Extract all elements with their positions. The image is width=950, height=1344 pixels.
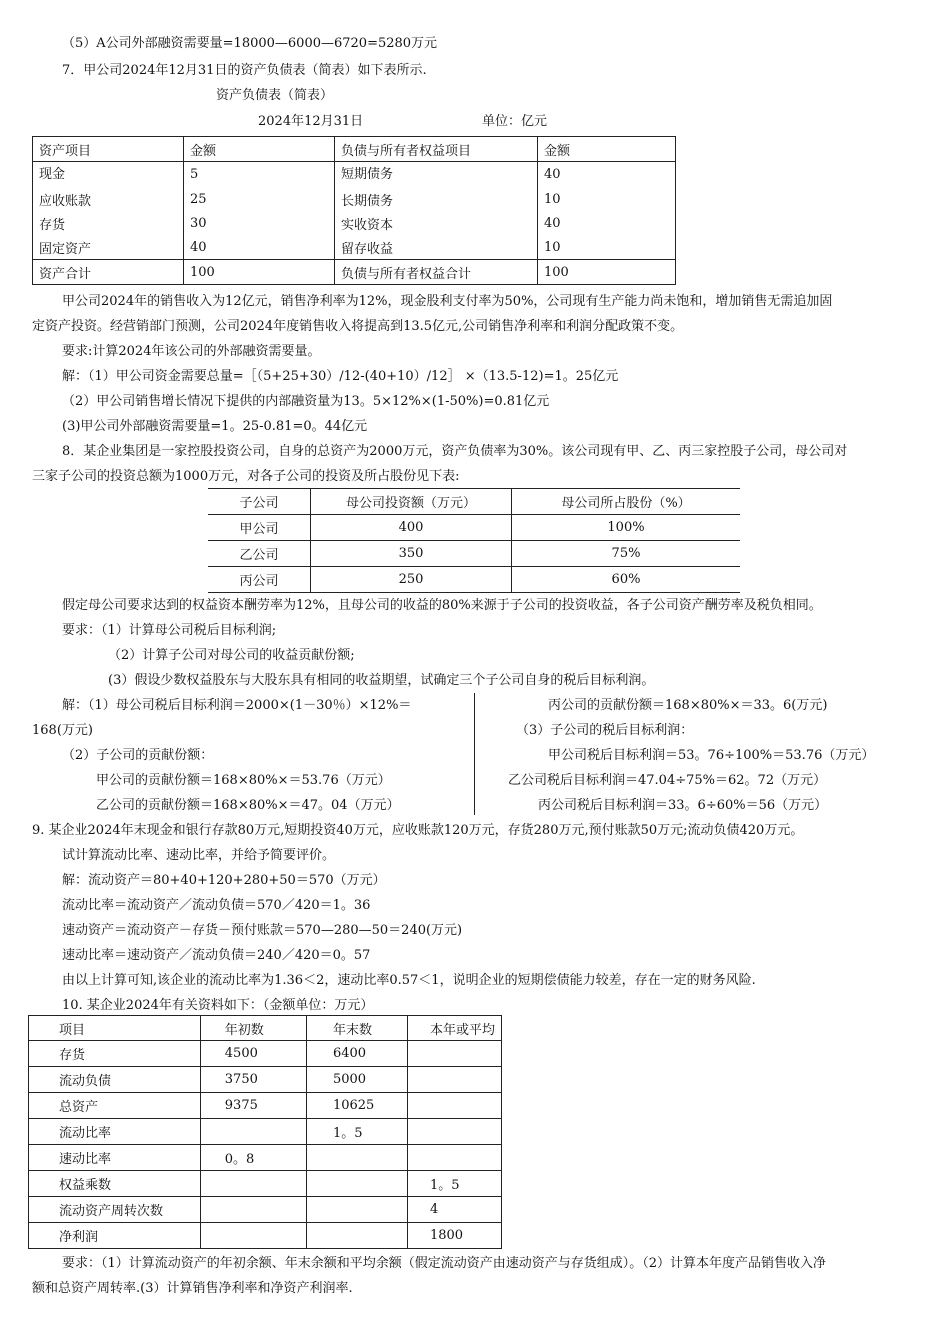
- q8-solution-left-2: 168(万元): [32, 723, 93, 738]
- table-row: [33, 162, 676, 188]
- q9-line-4: 流动比率＝流动资产／流动负债＝570／420＝1。36: [62, 898, 371, 913]
- cell: 甲公司: [208, 515, 311, 541]
- cell: 短期债务: [335, 162, 538, 188]
- cell: 100: [184, 260, 335, 285]
- header-cell: 年初数: [200, 1016, 306, 1041]
- cell: 3750: [200, 1067, 306, 1093]
- q8-requirement-2: （2）计算子公司对母公司的收益贡献份额;: [108, 648, 355, 663]
- cell: [306, 1197, 407, 1223]
- q8-solution-right-4: 乙公司税后目标利润＝47.04÷75%＝62。72（万元）: [508, 773, 827, 788]
- table-total-row: [33, 260, 676, 285]
- q8-solution-right-5: 丙公司税后目标利润＝33。6÷60%＝56（万元）: [538, 798, 828, 813]
- q7-requirement: 要求:计算2024年该公司的外部融资需要量。: [62, 344, 321, 359]
- question-7-title: 7．甲公司2024年12月31日的资产负债表（简表）如下表所示.: [62, 63, 427, 78]
- cell: 1。5: [306, 1119, 407, 1145]
- cell: 250: [311, 567, 512, 593]
- balance-sheet-unit: 单位：亿元: [482, 114, 548, 129]
- cell: 丙公司: [208, 567, 311, 593]
- question-10-title: 10. 某企业2024年有关资料如下：（金额单位：万元）: [62, 998, 374, 1013]
- cell: 6400: [306, 1041, 407, 1067]
- q8-solution-right-1: 丙公司的贡献份额＝168×80%×＝33。6(万元): [548, 698, 828, 713]
- cell: 现金: [33, 162, 184, 188]
- q7-paragraph-line-1: 甲公司2024年的销售收入为12亿元，销售净利率为12%，现金股利支付率为50%，公司现有生产能力尚未饱和，增加销售无需追加固: [62, 294, 833, 309]
- header-cell: 母公司所占股份（%）: [512, 489, 741, 515]
- table-row: [29, 1145, 502, 1171]
- cell: 流动比率: [29, 1119, 201, 1145]
- header-cell: 负债与所有者权益项目: [335, 137, 538, 162]
- q9-line-3: 解：流动资产＝80+40+120+280+50＝570（万元）: [62, 873, 386, 888]
- table-row: [33, 211, 676, 235]
- cell: [407, 1041, 501, 1067]
- line-p5: （5）A公司外部融资需要量=18000—6000—6720=5280万元: [62, 36, 438, 51]
- q8-line-1: 8．某企业集团是一家控股投资公司，自身的总资产为2000万元，资产负债率为30%。该公司现有甲、乙、丙三家控股子公司，母公司对: [62, 444, 848, 459]
- cell: 权益乘数: [29, 1171, 201, 1197]
- q8-requirement-3: (3）假设少数权益股东与大股东具有相同的收益期望，试确定三个子公司自身的税后目标利润。: [108, 673, 655, 688]
- q7-solution-2: （2）甲公司销售增长情况下提供的内部融资量为13。5×12%×(1-50%)=0.81亿元: [62, 394, 550, 409]
- cell: [306, 1171, 407, 1197]
- q9-line-6: 速动比率＝速动资产／流动负债＝240／420＝0。57: [62, 948, 371, 963]
- q7-solution-1: 解：（1）甲公司资金需要总量=［（5+25+30）/12-(40+10）/12］ ×（13.5-12)=1。25亿元: [62, 369, 619, 384]
- cell: 流动资产周转次数: [29, 1197, 201, 1223]
- cell: 乙公司: [208, 541, 311, 567]
- q10-data-table: [28, 1015, 502, 1249]
- cell: 40: [538, 162, 676, 188]
- balance-sheet-title: 资产负债表（简表）: [216, 88, 334, 103]
- cell: [407, 1119, 501, 1145]
- cell: 速动比率: [29, 1145, 201, 1171]
- cell: 应收账款: [33, 187, 184, 211]
- cell: 存货: [29, 1041, 201, 1067]
- cell: 4500: [200, 1041, 306, 1067]
- cell: 40: [184, 235, 335, 260]
- cell: 负债与所有者权益合计: [335, 260, 538, 285]
- cell: 5000: [306, 1067, 407, 1093]
- cell: [407, 1093, 501, 1119]
- table-row: [208, 541, 740, 567]
- q7-paragraph-line-2: 定资产投资。经营销部门预测，公司2024年度销售收入将提高到13.5亿元,公司销售净利率和利润分配政策不变。: [32, 319, 684, 334]
- table-header-row: [29, 1016, 502, 1041]
- q9-line-5: 速动资产＝流动资产－存货－预付账款＝570—280—50＝240(万元): [62, 923, 463, 938]
- cell: 400: [311, 515, 512, 541]
- cell: [306, 1223, 407, 1249]
- q8-solution-left-5: 乙公司的贡献份额＝168×80%×＝47。04（万元）: [96, 798, 400, 813]
- q8-solution-left-1: 解：（1）母公司税后目标利润＝2000×(1－30％）×12%＝: [62, 698, 412, 713]
- header-cell: 资产项目: [33, 137, 184, 162]
- cell: 实收资本: [335, 211, 538, 235]
- table-header-row: [33, 137, 676, 162]
- cell: 30: [184, 211, 335, 235]
- cell: [200, 1223, 306, 1249]
- q7-solution-3: (3)甲公司外部融资需要量=1。25-0.81=0。44亿元: [62, 419, 368, 434]
- table-row: [33, 187, 676, 211]
- table-row: [29, 1119, 502, 1145]
- table-row: [29, 1041, 502, 1067]
- q8-solution-left-4: 甲公司的贡献份额＝168×80%×＝53.76（万元）: [96, 773, 391, 788]
- header-cell: 子公司: [208, 489, 311, 515]
- cell: 60%: [512, 567, 741, 593]
- header-cell: 金额: [184, 137, 335, 162]
- table-header-row: [208, 489, 740, 515]
- cell: 1800: [407, 1223, 501, 1249]
- balance-sheet-table: [32, 136, 676, 285]
- header-cell: 金额: [538, 137, 676, 162]
- q8-line-2: 三家子公司的投资总额为1000万元，对各子公司的投资及所占股份见下表:: [32, 469, 460, 484]
- cell: 长期债务: [335, 187, 538, 211]
- cell: 40: [538, 211, 676, 235]
- cell: 10: [538, 235, 676, 260]
- cell: 固定资产: [33, 235, 184, 260]
- table-row: [33, 235, 676, 260]
- cell: 0。8: [200, 1145, 306, 1171]
- q9-line-2: 试计算流动比率、速动比率，并给予简要评价。: [62, 848, 336, 863]
- table-row: [29, 1171, 502, 1197]
- cell: [200, 1119, 306, 1145]
- table-row: [208, 567, 740, 593]
- q8-solution-left-3: （2）子公司的贡献份额：: [62, 748, 214, 763]
- cell: 75%: [512, 541, 741, 567]
- cell: 资产合计: [33, 260, 184, 285]
- q8-solution-right-2: （3）子公司的税后目标利润：: [516, 723, 694, 738]
- q9-line-1: 9. 某企业2024年末现金和银行存款80万元,短期投资40万元，应收账款120万元，存货280万元,预付账款50万元;流动负债420万元。: [32, 823, 804, 838]
- cell: [407, 1145, 501, 1171]
- cell: 100: [538, 260, 676, 285]
- q10-requirement-line-1: 要求：（1）计算流动资产的年初余额、年末余额和平均余额（假定流动资产由速动资产与存货组成）。（2）计算本年度产品销售收入净: [62, 1256, 827, 1271]
- cell: 留存收益: [335, 235, 538, 260]
- cell: 9375: [200, 1093, 306, 1119]
- q10-requirement-line-2: 额和总资产周转率.(3）计算销售净利率和净资产利润率.: [32, 1281, 353, 1296]
- cell: 100%: [512, 515, 741, 541]
- cell: [200, 1171, 306, 1197]
- table-row: [29, 1093, 502, 1119]
- table-row: [29, 1067, 502, 1093]
- q8-assumption: 假定母公司要求达到的权益资本酬劳率为12%，且母公司的收益的80%来源于子公司的投资收益，各子公司资产酬劳率及税负相同。: [62, 598, 822, 613]
- cell: 净利润: [29, 1223, 201, 1249]
- cell: [306, 1145, 407, 1171]
- cell: [407, 1067, 501, 1093]
- table-row: [29, 1197, 502, 1223]
- cell: 10625: [306, 1093, 407, 1119]
- cell: 总资产: [29, 1093, 201, 1119]
- table-row: [29, 1223, 502, 1249]
- header-cell: 年末数: [306, 1016, 407, 1041]
- cell: 4: [407, 1197, 501, 1223]
- cell: 流动负债: [29, 1067, 201, 1093]
- header-cell: 项目: [29, 1016, 201, 1041]
- header-cell: 本年或平均: [407, 1016, 501, 1041]
- table-row: [208, 515, 740, 541]
- cell: 10: [538, 187, 676, 211]
- q8-solution-right-3: 甲公司税后目标利润＝53。76÷100%＝53.76（万元）: [548, 748, 875, 763]
- balance-sheet-date: 2024年12月31日: [258, 114, 364, 129]
- cell: 5: [184, 162, 335, 188]
- header-cell: 母公司投资额（万元）: [311, 489, 512, 515]
- cell: 存货: [33, 211, 184, 235]
- cell: 25: [184, 187, 335, 211]
- cell: 1。5: [407, 1171, 501, 1197]
- q8-requirement-1: 要求：（1）计算母公司税后目标利润;: [62, 623, 277, 638]
- cell: [200, 1197, 306, 1223]
- q9-line-7: 由以上计算可知,该企业的流动比率为1.36＜2，速动比率0.57＜1，说明企业的短期偿债能力较差，存在一定的财务风险.: [62, 973, 756, 988]
- subsidiary-table: [208, 488, 740, 593]
- cell: 350: [311, 541, 512, 567]
- column-divider: [474, 693, 475, 815]
